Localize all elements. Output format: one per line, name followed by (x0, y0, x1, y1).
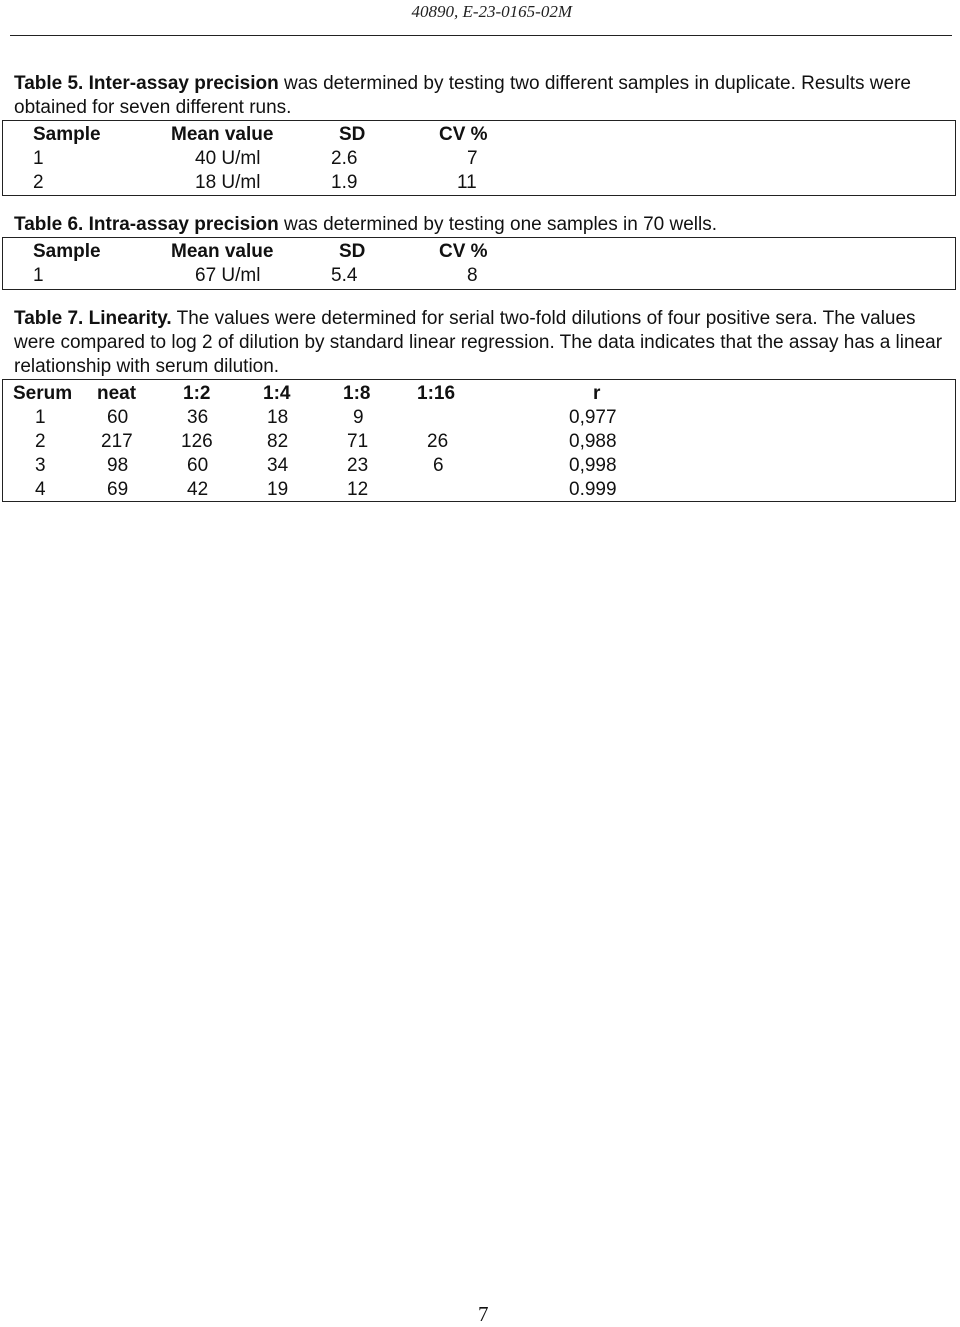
table7-r3-1-4: 34 (267, 455, 289, 476)
table7-r1-neat: 60 (107, 407, 129, 428)
header-rule (10, 35, 952, 36)
table5-caption (14, 72, 949, 120)
table6-r1-sample: 1 (33, 265, 44, 286)
table5-header-cv: CV % (439, 124, 488, 145)
table7-r4-1-8: 12 (347, 479, 369, 500)
table7-r1-1-8: 9 (353, 407, 364, 428)
table5-title: Table 5. (14, 73, 84, 94)
table7-r1-1-4: 18 (267, 407, 289, 428)
table7-r4-1-4: 19 (267, 479, 289, 500)
table5-r1-sample: 1 (33, 148, 44, 169)
table5-box (2, 120, 956, 196)
table7-r3-1-2: 60 (187, 455, 209, 476)
table7-header-neat: neat (97, 383, 137, 404)
table7-r4-neat: 69 (107, 479, 129, 500)
table6-r1-sd: 5.4 (331, 265, 358, 286)
table6-bold-phrase: Intra-assay precision (88, 214, 279, 235)
table7-title: Table 7. (14, 308, 84, 329)
table6-r1-cv: 8 (467, 265, 478, 286)
table5-r2-sd: 1.9 (331, 172, 358, 193)
table6-box (2, 237, 956, 290)
table5-r2-sample: 2 (33, 172, 44, 193)
page-number: 7 (478, 1302, 489, 1326)
table7-header-1-8: 1:8 (343, 383, 371, 404)
table5-r1-mean: 40 U/ml (195, 148, 261, 169)
table7-header-1-16: 1:16 (417, 383, 456, 404)
table7-r1-1-2: 36 (187, 407, 209, 428)
table5-header-sample: Sample (33, 124, 101, 145)
table7-r2-neat: 217 (101, 431, 133, 452)
table5-header-sd: SD (339, 124, 366, 145)
table7-r1-serum: 1 (35, 407, 46, 428)
table7-header-r: r (593, 383, 601, 404)
table7-r2-1-4: 82 (267, 431, 289, 452)
table6-header-mean: Mean value (171, 241, 274, 262)
document-id-header: 40890, E-23-0165-02M (411, 2, 572, 21)
table5-bold-phrase: Inter-assay precision (88, 73, 279, 94)
table7-box (2, 379, 956, 502)
table7-r2-serum: 2 (35, 431, 46, 452)
table7-r3-serum: 3 (35, 455, 46, 476)
table7-r2-1-2: 126 (181, 431, 213, 452)
table7-r2-1-8: 71 (347, 431, 369, 452)
table7-r4-1-2: 42 (187, 479, 209, 500)
table7-r4-r: 0.999 (569, 479, 617, 500)
table5-r1-sd: 2.6 (331, 148, 358, 169)
table7-header-serum: Serum (13, 383, 73, 404)
table7-r2-r: 0,988 (569, 431, 617, 452)
table6-header-sd: SD (339, 241, 366, 262)
table6-caption (14, 213, 949, 237)
table7-r3-neat: 98 (107, 455, 129, 476)
table7-r3-1-8: 23 (347, 455, 369, 476)
table7-r2-1-16: 26 (427, 431, 449, 452)
table7-header-1-4: 1:4 (263, 383, 291, 404)
table7-bold-phrase: Linearity. (88, 308, 172, 329)
table6-caption-text: was determined by testing one samples in 70 wells. (278, 214, 717, 235)
table5-caption-text: was determined by testing two different samples in duplicate. Results were obtained for seven different runs. (14, 73, 911, 118)
table7-r3-r: 0,998 (569, 455, 617, 476)
table6-header-sample: Sample (33, 241, 101, 262)
table6-title: Table 6. (14, 214, 84, 235)
table6-header-cv: CV % (439, 241, 488, 262)
table5-r2-mean: 18 U/ml (195, 172, 261, 193)
table5-header-mean: Mean value (171, 124, 274, 145)
table7-caption (14, 307, 949, 379)
table7-r4-serum: 4 (35, 479, 46, 500)
table5-r1-cv: 7 (467, 148, 478, 169)
table7-r3-1-16: 6 (433, 455, 444, 476)
table7-caption-text: The values were determined for serial two-fold dilutions of four positive sera. The values were compared to log 2 of dilution by standard linear regression. The data indicates that the assay has a linear relationship with serum dilution. (14, 308, 943, 377)
table7-r1-r: 0,977 (569, 407, 617, 428)
table6-r1-mean: 67 U/ml (195, 265, 261, 286)
table5-r2-cv: 11 (457, 172, 477, 193)
table7-header-1-2: 1:2 (183, 383, 211, 404)
